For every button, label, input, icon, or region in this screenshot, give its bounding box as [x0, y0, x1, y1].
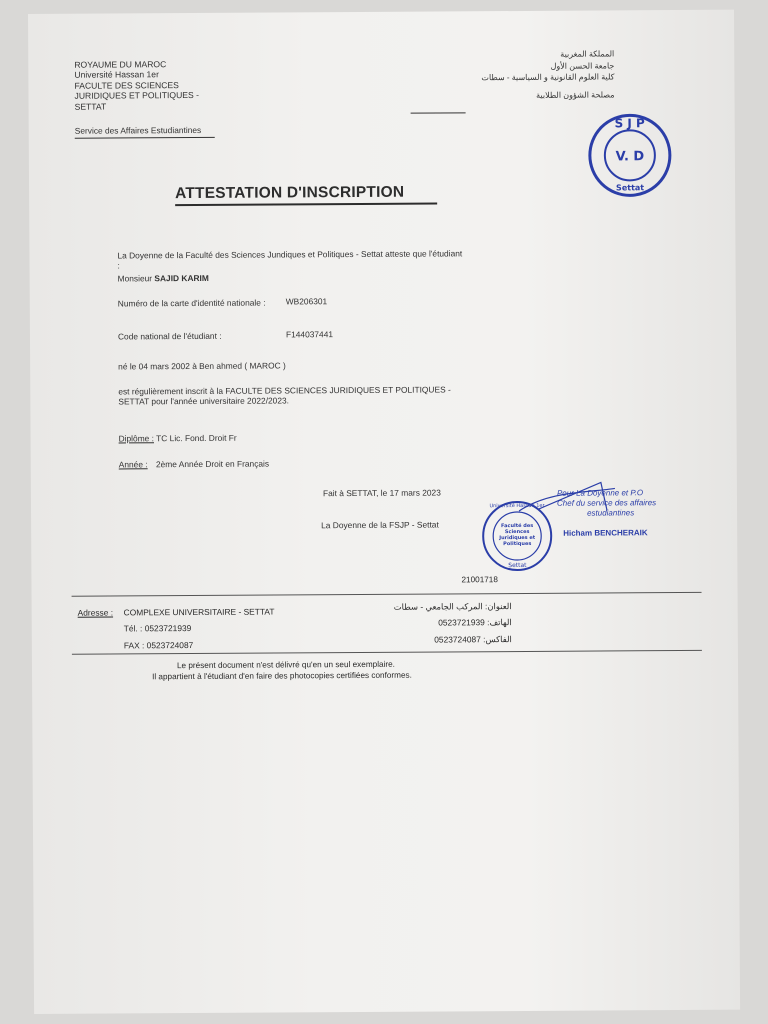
- diploma-line: [119, 433, 237, 444]
- header-left: [74, 59, 199, 112]
- document-title: ATTESTATION D'INSCRIPTION: [175, 183, 405, 203]
- diploma-label: Diplôme :: [118, 433, 154, 444]
- address-label: Adresse :: [77, 607, 114, 618]
- header-ar-faculty: كلية العلوم القانونية و السياسية - سطات: [481, 72, 615, 83]
- footer-bottom-rule: [72, 650, 702, 655]
- seal-top-text: S J P: [614, 116, 645, 131]
- stamp-text-block: [557, 488, 707, 539]
- arabic-phone: 0523721939 :الهاتف: [438, 617, 512, 628]
- year-value: 2ème Année Droit en Français: [155, 458, 270, 470]
- header-university: Université Hassan 1er: [74, 69, 159, 81]
- intro-text: La Doyenne de la Faculté des Sciences Jundiques et Politiques - Settat atteste que l'étudiant :: [117, 248, 463, 270]
- year-line: [119, 459, 269, 470]
- arabic-fax: 0523724087 :الفاكس: [434, 634, 512, 645]
- header-city: SETTAT: [74, 101, 107, 112]
- seal-bottom-text: Settat: [616, 183, 645, 193]
- stamp-seal-bottom: Settat: [508, 561, 527, 570]
- place-date: Fait à SETTAT, le 17 mars 2023: [322, 487, 441, 499]
- arabic-address: العنوان: المركب الجامعي - سطات: [393, 601, 512, 612]
- birth-info: né le 04 mars 2002 à Ben ahmed ( MAROC ): [118, 360, 286, 372]
- stamp-name: Hicham BENCHERAIK: [563, 528, 648, 538]
- registration-text: est régulièrement inscrit à la FACULTE DES SCIENCES JURIDIQUES ET POLITIQUES - SETTAT pour l'année universitaire 2022/2023.: [118, 384, 451, 406]
- arabic-service-underline: [411, 112, 466, 113]
- diploma-value: TC Lic. Fond. Droit Fr: [156, 432, 237, 444]
- footer-top-rule: [72, 592, 702, 597]
- header-right-arabic: [481, 48, 614, 101]
- footer-note-2: Il appartient à l'étudiant d'en faire des photocopies certifiées conformes.: [152, 670, 412, 682]
- stamp-seal-center: Faculté des Sciences Juridiques et Politiques: [499, 522, 536, 548]
- sjp-seal-icon: [585, 110, 676, 201]
- stamp-line-1: Pour La Doyenne et P.O: [556, 488, 644, 498]
- address-value: COMPLEXE UNIVERSITAIRE - SETTAT: [123, 606, 275, 618]
- student-line: [118, 273, 209, 284]
- fax-number: FAX : 0523724087: [123, 640, 194, 651]
- footer-note-1: Le présent document n'est délivré qu'en un seul exemplaire.: [176, 659, 395, 671]
- cne-value: F144037441: [285, 329, 334, 340]
- header-ar-service: مصلحة الشؤون الطلابية: [536, 89, 615, 100]
- service-underline: [75, 137, 215, 139]
- student-name: SAJID KARIM: [154, 272, 209, 284]
- dean-title: La Doyenne de la FSJP - Settat: [321, 519, 439, 531]
- stamp-seal-top: Université Hassan 1er: [489, 502, 545, 510]
- cni-label: Numéro de la carte d'identité nationale :: [117, 297, 266, 309]
- header-faculty-2: JURIDIQUES ET POLITIQUES -: [74, 90, 200, 101]
- header-ar-university: جامعة الحسن الأول: [550, 60, 615, 71]
- phone-number: Tél. : 0523721939: [123, 623, 192, 634]
- stamp-line-2: Chef du service des affaires: [556, 498, 657, 508]
- year-label: Année :: [118, 459, 148, 470]
- student-prefix: Monsieur: [117, 273, 153, 284]
- document-page: [28, 10, 740, 1014]
- cni-value: WB206301: [285, 296, 328, 307]
- title-underline: [175, 203, 437, 206]
- stamp-line-3: estudiantines: [587, 508, 635, 518]
- service-label: Service des Affaires Estudiantines: [74, 124, 202, 136]
- header-ar-kingdom: المملكة المغربية: [560, 49, 615, 59]
- document-code: 21001718: [461, 575, 498, 585]
- cne-label: Code national de l'étudiant :: [117, 330, 222, 342]
- header-kingdom: ROYAUME DU MAROC: [74, 59, 167, 70]
- seal-center-text: V. D: [615, 149, 645, 165]
- header-faculty-1: FACULTE DES SCIENCES: [74, 79, 179, 91]
